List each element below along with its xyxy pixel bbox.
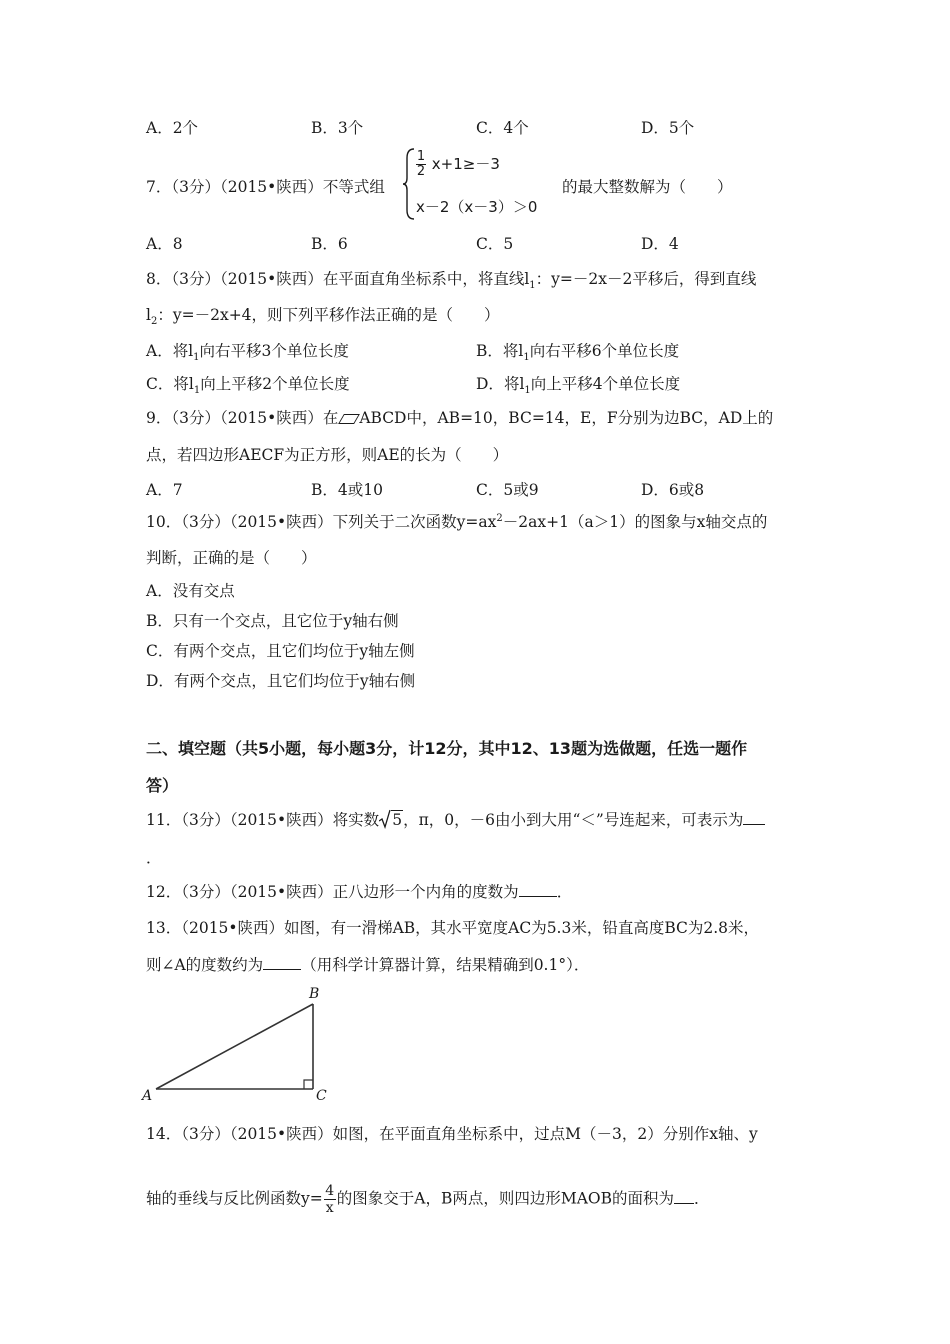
q11-line1 [146,808,765,830]
q13-line1: 13．（2015•陕西）如图，有一滑梯AB，其水平宽度AC为5.3米，铅直高度BC为2.8米， [146,919,760,937]
q10-line1 [146,510,767,532]
q11-text-b: ，π，0，－6由小到大用“＜”号连起来，可表示为 [403,811,744,829]
q10-line1-sup: 2 [496,512,503,524]
q7-system-line1 [416,150,500,179]
q14-line2 [146,1183,710,1216]
q10-option-b: B．只有一个交点，且它位于y轴右侧 [146,612,399,630]
q7-frac-num: 1 [416,149,426,164]
q14-line2-a: 轴的垂线与反比例函数y= [146,1189,323,1208]
q13-line2 [146,953,589,975]
q6-option-b: B．3个 [311,119,364,137]
side-ab [156,1004,313,1089]
q14-frac-den: x [325,1200,334,1216]
q10-option-a: A．没有交点 [146,582,235,600]
q7-option-a: A．8 [146,235,183,253]
q7-prefix: 7．（3分）（2015•陕西）不等式组 [146,178,385,196]
q6-option-d: D．5个 [641,119,695,137]
q10-line1-b: －2ax+1（a＞1）的图象与x轴交点的 [502,513,768,531]
q8-option-c: C．将$l_1$向上平移2个单位长度 [146,375,350,397]
q8-option-a: A．将$l_1$向右平移3个单位长度 [146,342,349,364]
q12-answer-blank[interactable] [519,882,557,897]
parallelogram-icon [338,414,360,424]
q12-text-b: ． [556,883,573,901]
label-a: A [142,1088,153,1104]
label-b: B [309,986,320,1002]
q9-option-d: D．6或8 [641,481,705,499]
q12-text-a: 12．（3分）（2015•陕西）正八边形一个内角的度数为 [146,883,519,901]
q8-option-d: D．将$l_1$向上平移4个单位长度 [476,375,681,397]
q6-option-a: A．2个 [146,119,199,137]
q7-line1-text: x+1≥－3 [431,155,500,173]
q12-line [146,880,572,902]
q14-line2-c: ． [694,1189,710,1208]
q6-option-c: C．4个 [476,119,529,137]
q8-line2-sub: 2 [150,316,158,328]
q7-fraction [416,150,426,179]
sqrt-icon [379,809,403,829]
section-heading-line2: 答） [146,776,179,795]
q11-answer-blank[interactable] [743,810,765,825]
q9-line1 [146,406,773,428]
q8-line1-a: 8．（3分）（2015•陕西）在平面直角坐标系中，将直线l [146,270,530,288]
q8-line1-sub: 1 [529,280,536,292]
q8-line2-a: l [146,306,151,324]
q9-line1-a: 9．（3分）（2015•陕西）在 [146,409,339,427]
q8-line2 [146,303,500,327]
q9-line1-b: ABCD中，AB=10，BC=14，E，F分别为边BC，AD上的 [359,409,774,427]
q11-radicand: 5 [392,811,403,829]
q7-frac-den: 2 [416,164,426,179]
q11-line2: ． [146,849,162,867]
right-angle-mark [304,1080,313,1089]
q11-text-a: 11．（3分）（2015•陕西）将实数 [146,811,380,829]
q9-line2: 点，若四边形AECF为正方形，则AE的长为（ ） [146,446,509,464]
q9-option-a: A．7 [146,481,183,499]
q10-option-d: D．有两个交点，且它们均位于y轴右侧 [146,672,416,690]
q7-option-b: B．6 [311,235,348,253]
q14-line2-b: 的图象交于A，B两点，则四边形MAOB的面积为 [336,1189,674,1208]
q8-option-b: B．将$l_1$向右平移6个单位长度 [476,342,680,364]
q10-line2: 判断，正确的是（ ） [146,549,317,567]
q8-line1-rest: ：y=－2x－2平移后，得到直线 [535,270,757,288]
q14-fraction [324,1183,336,1216]
brace-icon [403,148,415,220]
q7-suffix: 的最大整数解为（ ） [562,178,733,196]
q7-option-d: D．4 [641,235,679,253]
q8-line1 [146,267,756,291]
slide-triangle-diagram [138,984,338,1106]
q10-option-c: C．有两个交点，且它们均位于y轴左侧 [146,642,415,660]
q14-line1: 14．（3分）（2015•陕西）如图，在平面直角坐标系中，过点M（－3，2）分别作x轴、y [146,1125,758,1143]
q13-line2-b: （用科学计算器计算，结果精确到0.1°）． [301,956,590,974]
q10-line1-a: 10．（3分）（2015•陕西）下列关于二次函数y=ax [146,513,497,531]
q13-line2-a: 则∠A的度数约为 [146,956,264,974]
q8-line2-rest: ：y=－2x+4，则下列平移作法正确的是（ ） [157,306,500,324]
section-heading-line1: 二、填空题（共5小题，每小题3分，计12分，其中12、13题为选做题，任选一题作 [146,739,748,758]
q7-system-line2: x－2（x－3）＞0 [416,198,538,216]
q14-frac-num: 4 [325,1183,335,1199]
q9-option-b: B．4或10 [311,481,383,499]
q14-answer-blank[interactable] [674,1189,694,1204]
label-c: C [316,1088,327,1104]
q7-option-c: C．5 [476,235,514,253]
q9-option-c: C．5或9 [476,481,539,499]
q13-answer-blank[interactable] [263,955,301,970]
